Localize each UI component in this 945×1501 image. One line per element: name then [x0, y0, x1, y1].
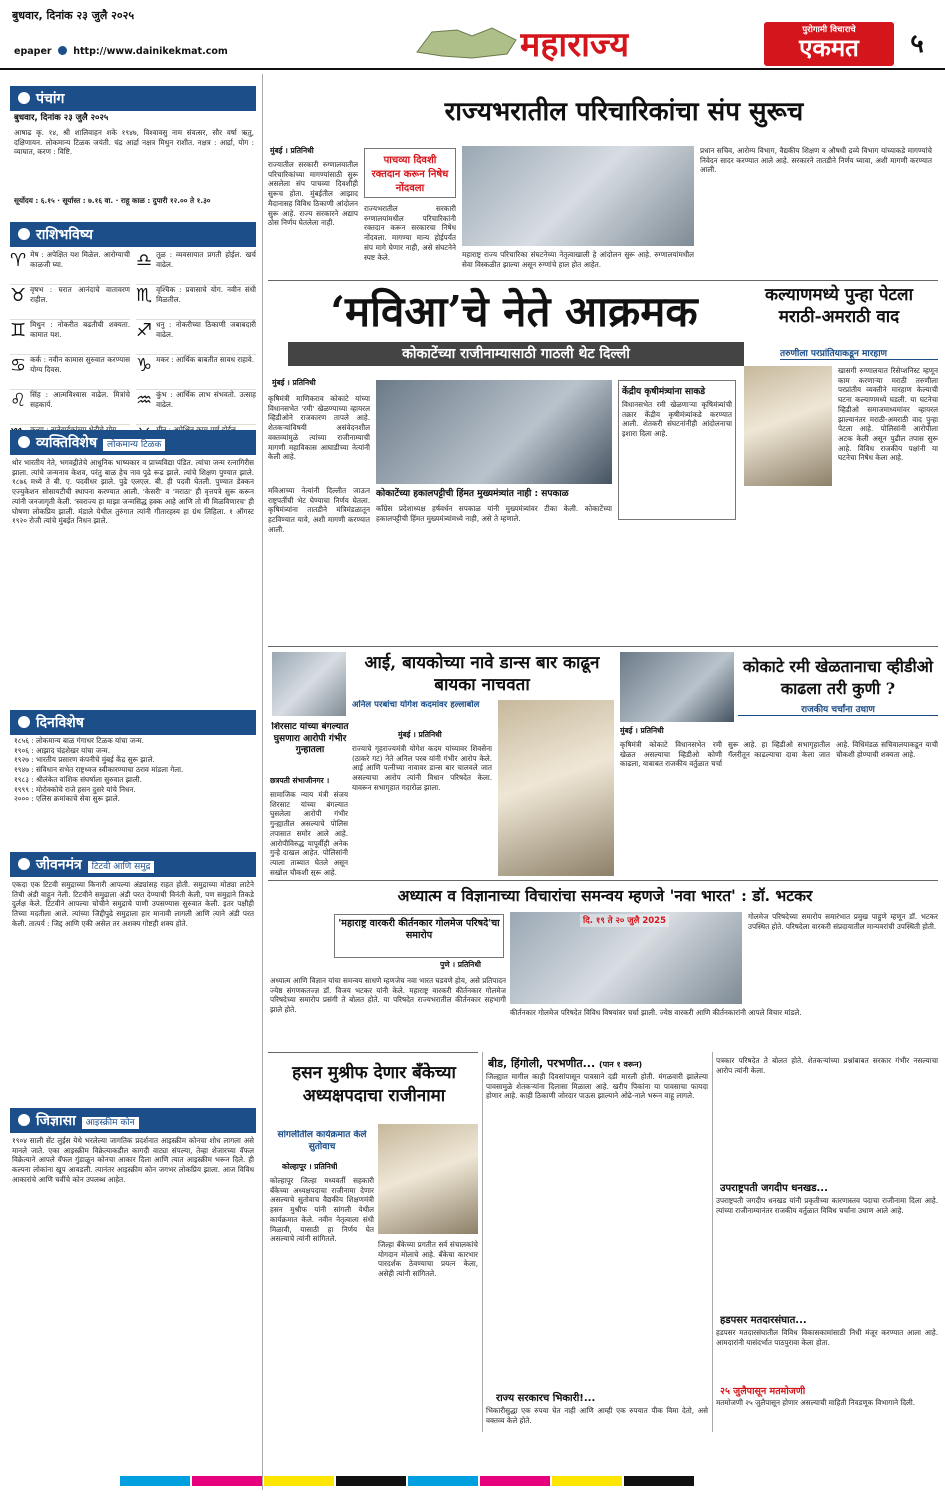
vyakti-subtitle: लोकमान्य टिळक [103, 439, 165, 451]
mavia-body-3: काँग्रेस प्रदेशाध्यक्ष हर्षवर्धन सपकाळ यांनी मुख्यमंत्र्यांवर टीका केली. कोकाटेंच्या हकालपट्टीची हिंमत मुख्यमंत्र्यांमध्ये नाही, असे ते म्हणाले. [376, 504, 612, 523]
date-line: बुधवार, दिनांक २३ जुलै २०२५ [12, 9, 135, 22]
vp-prelude: पत्रकार परिषदेत ते बोलत होते. शेतकऱ्यांच्या प्रश्नांबाबत सरकार गंभीर नसल्याचा आरोप त्यांनी केला. [716, 1056, 938, 1075]
jidnyasa-title: जिज्ञासा [36, 1113, 76, 1129]
brand-tagline: पुरोगामी विचाराचे [802, 25, 856, 35]
bullet-icon [18, 716, 30, 728]
jidnyasa-subtitle: आइस्क्रीम कोन [82, 1117, 139, 1129]
bullet-icon [18, 228, 30, 240]
shirsat-portrait [272, 652, 346, 716]
bhatkar-inset [334, 914, 504, 958]
vp-title-3: २५ जुलैपासून मतमोजणी [720, 1386, 806, 1397]
aries-icon: ♈ [10, 250, 27, 271]
beed-continued: (पान १ वरून) [599, 1060, 643, 1069]
panchang-date: बुधवार, दिनांक २३ जुलै २०२५ [14, 113, 109, 123]
rummy-byline: मुंबई । प्रतिनिधी [620, 726, 664, 735]
shirsat-caption: शिरसाट यांच्या बंगल्यात घुसणारा आरोपी गंभीर गुन्हातला [271, 722, 349, 756]
mavia-subhead: कोकाटेंच्या राजीनाम्यासाठी गाठली थेट दिल्ली [288, 342, 744, 366]
page-number: ५ [910, 29, 924, 59]
nurses-photo [462, 146, 694, 246]
map-graphic [412, 22, 522, 62]
minister-photo [620, 652, 734, 722]
main-body-4: प्रधान सचिव, आरोग्य विभाग, वैद्यकीय शिक्षण व औषधी द्रव्ये विभाग यांच्याकडे मागण्यांचे निवेदन सादर करण्यात आले आहे. सरकारने तातडीने निर्णय घ्यावा, अशी मागणी करण्यात आली. [700, 146, 932, 175]
beed-sub-body: भिकारीसुद्धा एक रुपया घेत नाही आणि आम्ही एक रुपयात पीक विमा देतो, असे वक्तव्य केले होते. [486, 1406, 708, 1425]
vp-body-2: हडपसर मतदारसंघातील विविध विकासकामांसाठी निधी मंजूर करण्यात आला आहे. आमदारांनी यासंदर्भात पाठपुरावा केला होता. [716, 1328, 938, 1347]
dinvishesh-item: १९०६ : आझाद चंद्रशेखर यांचा जन्म. [14, 745, 110, 755]
bullet-icon [18, 1114, 30, 1126]
dinvishesh-title: दिनविशेष [36, 715, 84, 731]
beed-title [488, 1056, 708, 1071]
mushrif-byline: कोल्हापूर । प्रतिनिधी [282, 1162, 338, 1171]
bullet-icon [18, 858, 30, 870]
agri-box-title: केंद्रीय कृषीमंत्र्यांना साकडे [622, 387, 706, 397]
jeevan-title: जीवनमंत्र [36, 857, 82, 873]
rashi-item [10, 285, 130, 320]
bullet-icon [18, 436, 30, 448]
leo-icon: ♌ [10, 390, 27, 411]
rashi-item [10, 355, 130, 390]
rashi-item [136, 250, 256, 285]
kalyan-body: खासगी रुग्णालयात रिसेप्शनिस्ट म्हणून काम करणाऱ्या मराठी तरुणीला परप्रांतीय व्यक्तीने मारहाण केल्याची घटना कल्याणमध्ये घडली. या घटनेचा व्हिडीओ समाजमाध्यमांवर व्हायरल झाल्यानंतर मराठी-अमराठी वाद पुन्हा पेटला आहे. पोलिसांनी आरोपीला अटक केली असून पुढील तपास सुरू आहे. विविध राजकीय पक्षांनी या घटनेचा निषेध केला आहे. [838, 366, 938, 463]
rummy-headline: कोकाटे रमी खेळतानाचा व्हीडीओ काढला तरी कुणी ? [742, 657, 934, 698]
rashi-item [136, 355, 256, 390]
dinvishesh-item: १९८३ : श्रीलंकेत वांशिक संघर्षाला सुरुवात झाली. [14, 774, 142, 784]
main-body-2: राज्यभरातील सरकारी रुग्णालयांमधील परिचारिकांनी रक्तदान करून सरकारचा निषेध नोंदवला. मागण्या मान्य होईपर्यंत संप मागे घेणार नाही, असे संघटनेने स्पष्ट केले. [364, 204, 456, 262]
shirsat-body: सामाजिक न्याय मंत्री संजय शिरसाट यांच्या बंगल्यात घुसलेला आरोपी गंभीर गुन्ह्यातील असल्याचे पोलिस तपासात समोर आले आहे. आरोपीविरुद्ध यापूर्वीही अनेक गुन्हे दाखल आहेत. पोलिसांनी त्याला ताब्यात घेतले असून सखोल चौकशी सुरू आहे. [270, 790, 348, 876]
rashi-item [136, 320, 256, 355]
bhatkar-body-2: कीर्तनकार गोलमेज परिषदेत विविध विषयांवर चर्चा झाली. ज्येष्ठ वारकरी आणि कीर्तनकारांनी आपले विचार मांडले. [510, 1008, 802, 1017]
mushrif-photo [378, 1124, 478, 1234]
strike-inset-title: पाचव्या दिवशी रक्तदान करून निषेध नोंदवला [371, 155, 449, 194]
jeevan-body: एकदा एक टिटवी समुद्राच्या किनारी आपल्या अंड्यांसह राहत होती. समुद्राच्या मोठ्या लाटेने तिची अंडी वाहून नेली. टिटवीने समुद्राला अंडी परत देण्याची विनंती केली, पण समुद्राने तिकडे दुर्लक्ष केले. टिटवीने आपल्या चोचीने समुद्राचे पाणी उपसण्यास सुरुवात केली. इतर पक्षीही तिच्या मदतीला आले. त्यांच्या जिद्दीपुढे समुद्राला हार मानावी लागली आणि त्याने अंडी परत केली. तात्पर्य : जिद्द आणि एकी असेल तर अशक्य गोष्टही शक्य होते. [12, 880, 254, 928]
rashi-text: वृश्चिक : प्रवासाचे योग. नवीन संधी मिळतील. [156, 285, 256, 304]
mushrif-headline: हसन मुश्रीफ देणार बँकेच्या अध्यक्षपदाचा राजीनामा [292, 1063, 456, 1106]
agri-box [618, 380, 736, 520]
mushrif-body: कोल्हापूर जिल्हा मध्यवर्ती सहकारी बँकेच्या अध्यक्षपदाचा राजीनामा देणार असल्याचे सुतोवाच वैद्यकीय शिक्षणमंत्री हसन मुश्रीफ यांनी सांगली येथील कार्यक्रमात केले. नवीन नेतृत्वाला संधी मिळावी, यासाठी हा निर्णय घेत असल्याचे त्यांनी सांगितले. [270, 1176, 374, 1244]
sunset: सूर्यास्त : ७.१६ वा. [62, 196, 114, 205]
bhatkar-inset-title: 'महाराष्ट्र वारकरी कीर्तनकार गोलमेज परिषदे'चा समारोप [338, 918, 500, 942]
bhatkar-photo [510, 912, 742, 1004]
brand-name: एकमत [799, 33, 859, 62]
rashi-text: कर्क : नवीन कामास सुरुवात करण्यास योग्य दिवस. [30, 355, 130, 374]
rashi-title: राशिभविष्य [36, 227, 93, 243]
brand-block [764, 22, 894, 66]
mavia-caption: कोकाटेंच्या हकालपट्टीची हिंमत मुख्यमंत्र्यांत नाही : सपकाळ [376, 489, 569, 499]
left-column [10, 74, 256, 1492]
bhatkar-byline: पुणे । प्रतिनिधी [440, 960, 481, 969]
rashi-text: मिथुन : नोकरीत बढतीची शक्यता. कामात यश. [30, 320, 130, 339]
beed-body: जिल्ह्यात मागील काही दिवसांपासून पावसाने दडी मारली होती. मंगळवारी झालेल्या पावसामुळे शेतकऱ्यांना दिलासा मिळाला आहे. खरीप पिकांना या पावसाचा फायदा होणार आहे. काही ठिकाणी जोरदार पाऊस झाल्याने ओढे-नाले भरून वाहू लागले. [486, 1072, 708, 1101]
vp-title-2: हडपसर मतदारसंघात... [720, 1315, 807, 1326]
bhatkar-body: अध्यात्म आणि विज्ञान यांचा समन्वय साधणे म्हणजेच नवा भारत घडवणे होय, असे प्रतिपादन ज्येष्ठ संगणकतज्ज्ञ डॉ. विजय भटकर यांनी केले. महाराष्ट्र वारकरी कीर्तनकार गोलमेज परिषदेच्या समारोप प्रसंगी ते बोलत होते. या परिषदेत राज्यभरातील कीर्तनकार सहभागी झाले होते. [270, 976, 506, 1015]
jeevan-header [10, 852, 256, 877]
dinvishesh-header [10, 710, 256, 735]
dance-headline: आई, बायकोच्या नावे डान्स बार काढून बायका नाचवता [364, 653, 600, 696]
rashi-item [10, 250, 130, 285]
agri-box-body: विधानसभेत रमी खेळणाऱ्या कृषिमंत्र्यांची तक्रार केंद्रीय कृषीमंत्र्यांकडे करण्यात आली. शेतकरी संघटनांनीही आंदोलनाचा इशारा दिला आहे. [622, 400, 732, 439]
libra-icon: ♎ [136, 250, 153, 271]
main-body-1: राज्यातील सरकारी रुग्णालयातील परिचारिकांच्या मागण्यांसाठी सुरू असलेला संप पाचव्या दिवशीही सुरूच होता. मुंबईतील आझाद मैदानासह विविध ठिकाणी आंदोलन सुरू आहे. राज्य सरकारने अद्याप ठोस निर्णय घेतलेला नाही. [268, 160, 358, 228]
rashi-text: तूळ : व्यवसायात प्रगती होईल. खर्च वाढेल. [156, 250, 256, 269]
rashi-item [136, 285, 256, 320]
globe-icon [58, 46, 67, 55]
bhatkar-body-3: गोलमेज परिषदेच्या समारोप समारंभात प्रमुख पाहुणे म्हणून डॉ. भटकर उपस्थित होते. परिषदेला वारकरी संप्रदायातील मान्यवरांची उपस्थिती होती. [748, 912, 938, 931]
vp-body-3: मतमोजणी २५ जुलैपासून होणार असल्याची माहिती निवडणूक विभागाने दिली. [716, 1398, 916, 1407]
epaper-url[interactable]: http://www.dainikekmat.com [73, 46, 228, 57]
strike-inset [364, 148, 456, 198]
rummy-body: कृषिमंत्री कोकाटे विधानसभेत रमी खेळत असल्याचा व्हिडीओ कोणी काढला, याबाबत राजकीय वर्तुळात चर्चा सुरू आहे. हा व्हिडीओ सभागृहातील गॅलरीतून काढल्याचा दावा केला जात आहे. विधिमंडळ सचिवालयाकडून याची चौकशी होण्याची शक्यता आहे. [620, 740, 938, 769]
capricorn-icon: ♑ [136, 355, 153, 376]
jeevan-subtitle: टिटवी आणि समुद्र [88, 861, 155, 873]
dinvishesh-item: २००० : एलिस क्रमांकाचे सेवा सुरू झाले. [14, 794, 120, 804]
shirsat-byline: छत्रपती संभाजीनगर । [270, 776, 330, 785]
cancer-icon: ♋ [10, 355, 27, 376]
aquarius-icon: ♒ [136, 390, 153, 411]
main-byline: मुंबई । प्रतिनिधी [270, 146, 314, 155]
dinvishesh-list [14, 736, 254, 846]
vp-title: उपराष्ट्रपती जगदीप धनखड... [720, 1183, 828, 1194]
mavia-byline: मुंबई । प्रतिनिधी [272, 378, 316, 387]
dance-body: राज्याचे गृहराज्यमंत्री योगेश कदम यांच्यावर शिवसेना (ठाकरे गट) नेते अनिल परब यांनी गंभीर आरोप केले. आई आणि पत्नीच्या नावावर डान्स बार चालवले जात असल्याचा आरोप त्यांनी विधान परिषदेत केला. यावरून सभागृहात गदारोळ झाला. [352, 744, 492, 792]
rashi-text: कुंभ : आर्थिक लाभ संभवतो. उत्साह वाढेल. [156, 390, 256, 409]
rashi-text: वृषभ : घरात आनंदाचे वातावरण राहील. [30, 285, 130, 304]
bhatkar-banner: दि. १९ ते २० जुलै 2025 [580, 914, 669, 927]
bullet-icon [18, 92, 30, 104]
page-header [0, 0, 945, 70]
panchang-title: पंचांग [36, 91, 65, 107]
parab-photo [498, 700, 614, 876]
rashi-text: मकर : आर्थिक बाबतीत सावध राहावे. [156, 355, 255, 364]
scorpio-icon: ♏ [136, 285, 153, 306]
sunrise: सूर्योदय : ६.१५ [14, 196, 55, 205]
epaper-text: epaper [14, 46, 52, 57]
dinvishesh-item: १९२७ : भारतीय प्रसारण कंपनीचे मुंबई केंद्र सुरू झाले. [14, 755, 155, 765]
rahu-kal: राहू काळ : दुपारी १२.०० ते १.३० [120, 196, 211, 205]
dance-byline: मुंबई । प्रतिनिधी [398, 730, 442, 739]
sagittarius-icon: ♐ [136, 320, 153, 341]
jidnyasa-header [10, 1108, 256, 1133]
print-registration-bar [0, 1476, 945, 1490]
dinvishesh-item: १९४७ : संविधान सभेत राष्ट्रध्वज स्वीकारण्याचा ठराव मांडला गेला. [14, 765, 184, 775]
dance-sub: अनिल परबांचा योगेश कदमांवर हल्लाबोल [352, 700, 480, 710]
rashi-grid [10, 250, 256, 460]
rashi-item [136, 390, 256, 425]
bhatkar-headline: अध्यात्म व विज्ञानाच्या विचारांचा समन्वय म्हणजे 'नवा भारत' : डॉ. भटकर [397, 886, 813, 905]
jidnyasa-body: १९०४ साली सेंट लुईस येथे भरलेल्या जागतिक प्रदर्शनात आइस्क्रीम कोनचा शोध लागला असे मानले जाते. एका आइस्क्रीम विक्रेत्याकडील कागदी वाट्या संपल्या, तेव्हा शेजारच्या वॅफल विक्रेत्याने आपले वॅफल गुंडाळून कोनचा आकार दिला आणि त्यात आइस्क्रीम भरून दिले. ही कल्पना लोकांना खूप आवडली. त्यानंतर आइस्क्रीम कोन जगभर लोकप्रिय झाला. आज विविध आकारांचे आणि चवींचे कोन उपलब्ध आहेत. [12, 1136, 254, 1184]
panchang-times: सूर्योदय : ६.१५ · सूर्यास्त : ७.१६ वा. · राहू काळ : दुपारी १२.०० ते १.३० [14, 196, 211, 205]
rashi-text: सिंह : आत्मविश्वास वाढेल. मित्रांचे सहकार्य. [30, 390, 130, 409]
main-body-3: महाराष्ट्र राज्य परिचारिका संघटनेच्या नेतृत्वाखाली हे आंदोलन सुरू आहे. रुग्णालयांमधील सेवा विस्कळीत झाल्या असून रुग्णांचे हाल होत आहेत. [462, 250, 694, 269]
epaper-label [14, 46, 228, 57]
dinvishesh-item: १९९९ : मोरोक्कोचे राजे हसन दुसरे यांचे निधन. [14, 784, 136, 794]
mushrif-body-2: जिल्हा बँकेच्या प्रगतीत सर्व संचालकांचे योगदान मोलाचे आहे. बँकेचा कारभार पारदर्शक ठेवण्याचा प्रयत्न केला, असेही त्यांनी सांगितले. [378, 1240, 478, 1279]
mavia-photo [376, 380, 612, 484]
vp-body: उपराष्ट्रपती जगदीप धनखड यांनी प्रकृतीच्या कारणास्तव पदाचा राजीनामा दिला आहे. त्यांच्या राजीनाम्यानंतर राजकीय वर्तुळात विविध चर्चांना उधाण आले आहे. [716, 1196, 938, 1215]
kalyan-photo [744, 366, 832, 486]
mavia-body-2: मविआच्या नेत्यांनी दिल्लीत जाऊन राष्ट्रपतींची भेट घेण्याचा निर्णय घेतला. कृषिमंत्र्यांना तातडीने मंत्रिमंडळातून हटविण्यात यावे, अशी मागणी करण्यात आली. [268, 486, 370, 534]
rashi-header [10, 222, 256, 247]
rashi-text: मेष : अपेक्षित यश मिळेल. आरोग्याची काळजी घ्या. [30, 250, 130, 269]
dinvishesh-item: १८५६ : लोकमान्य बाळ गंगाधर टिळक यांचा जन्म. [14, 736, 144, 745]
kalyan-tag: तरुणीला परप्रांतियाकडून मारहाण [780, 346, 938, 360]
mavia-headline: ‘मविआ’चे नेते आक्रमक [330, 287, 698, 336]
rashi-item [10, 390, 130, 425]
kalyan-headline: कल्याणमध्ये पुन्हा पेटला मराठी-अमराठी वाद [765, 285, 913, 328]
panchang-header [10, 86, 256, 111]
beed-title-text: बीड, हिंगोली, परभणीत... [488, 1057, 596, 1070]
beed-sub: राज्य सरकारच भिकारी!... [496, 1393, 596, 1404]
main-headline: राज्यभरातील परिचारिकांचा संप सुरूच [444, 97, 804, 127]
vyakti-title: व्यक्तिविशेष [36, 435, 98, 451]
section-title: महाराज्य [520, 25, 630, 65]
mushrif-sub: सांगलीतील कार्यक्रमात केले सुतोवाच [277, 1130, 367, 1152]
taurus-icon: ♉ [10, 285, 27, 306]
rashi-text: धनु : नोकरीच्या ठिकाणी जबाबदारी वाढेल. [156, 320, 256, 339]
vyakti-body: थोर भारतीय नेते, भगवद्गीतेचे आधुनिक भाष्यकार व प्राच्यविद्या पंडित. त्यांचा जन्म रत्नागिरीस झाला. त्यांचे जन्मनाव केशव, परंतु बाळ हेच नाव पुढे रूढ झाले. त्यांचे शिक्षण पुण्यात झाले. १८७६ मध्ये ते बी. ए. पदवीधर झाले. पुढे एलएल. बी. ही पदवी घेतली. पुण्यात डेक्कन एज्युकेशन सोसायटीची स्थापना करण्यात आली. 'केसरी' व 'मराठा' ही वृत्तपत्रे सुरू करून त्यांनी जनजागृती केली. 'स्वराज्य हा माझा जन्मसिद्ध हक्क आहे आणि तो मी मिळविणारच' ही घोषणा लोकप्रिय झाली. मंडाले येथील तुरुंगात त्यांनी गीतारहस्य हा ग्रंथ लिहिला. १ ऑगस्ट १९२० रोजी त्यांचे मुंबईत निधन झाले. [12, 458, 254, 526]
vyakti-header [10, 430, 256, 455]
gemini-icon: ♊ [10, 320, 27, 341]
panchang-body: आषाढ कृ. १४, श्री शालिवाहन शके १९४७, विश्वावसु नाम संवत्सर, सौर वर्षा ऋतु, दक्षिणायन. लोकमान्य टिळक जयंती. चंद्र आर्द्रा नक्षत्र मिथुन राशीत. नक्षत्र : आर्द्रा, योग : व्याघात, करण : विष्टि. [14, 128, 254, 157]
mavia-body-1: कृषिमंत्री माणिकराव कोकाटे यांच्या विधानसभेत 'रमी' खेळण्याच्या व्हायरल व्हिडीओने राजकारण तापले आहे. शेतकऱ्यांविषयी असंवेदनशील वक्तव्यांमुळे त्यांच्या राजीनाम्याची मागणी महाविकास आघाडीच्या नेत्यांनी केली आहे. [268, 394, 370, 462]
rashi-item [10, 320, 130, 355]
rummy-tag: राजकीय चर्चांना उधाण [738, 702, 938, 716]
